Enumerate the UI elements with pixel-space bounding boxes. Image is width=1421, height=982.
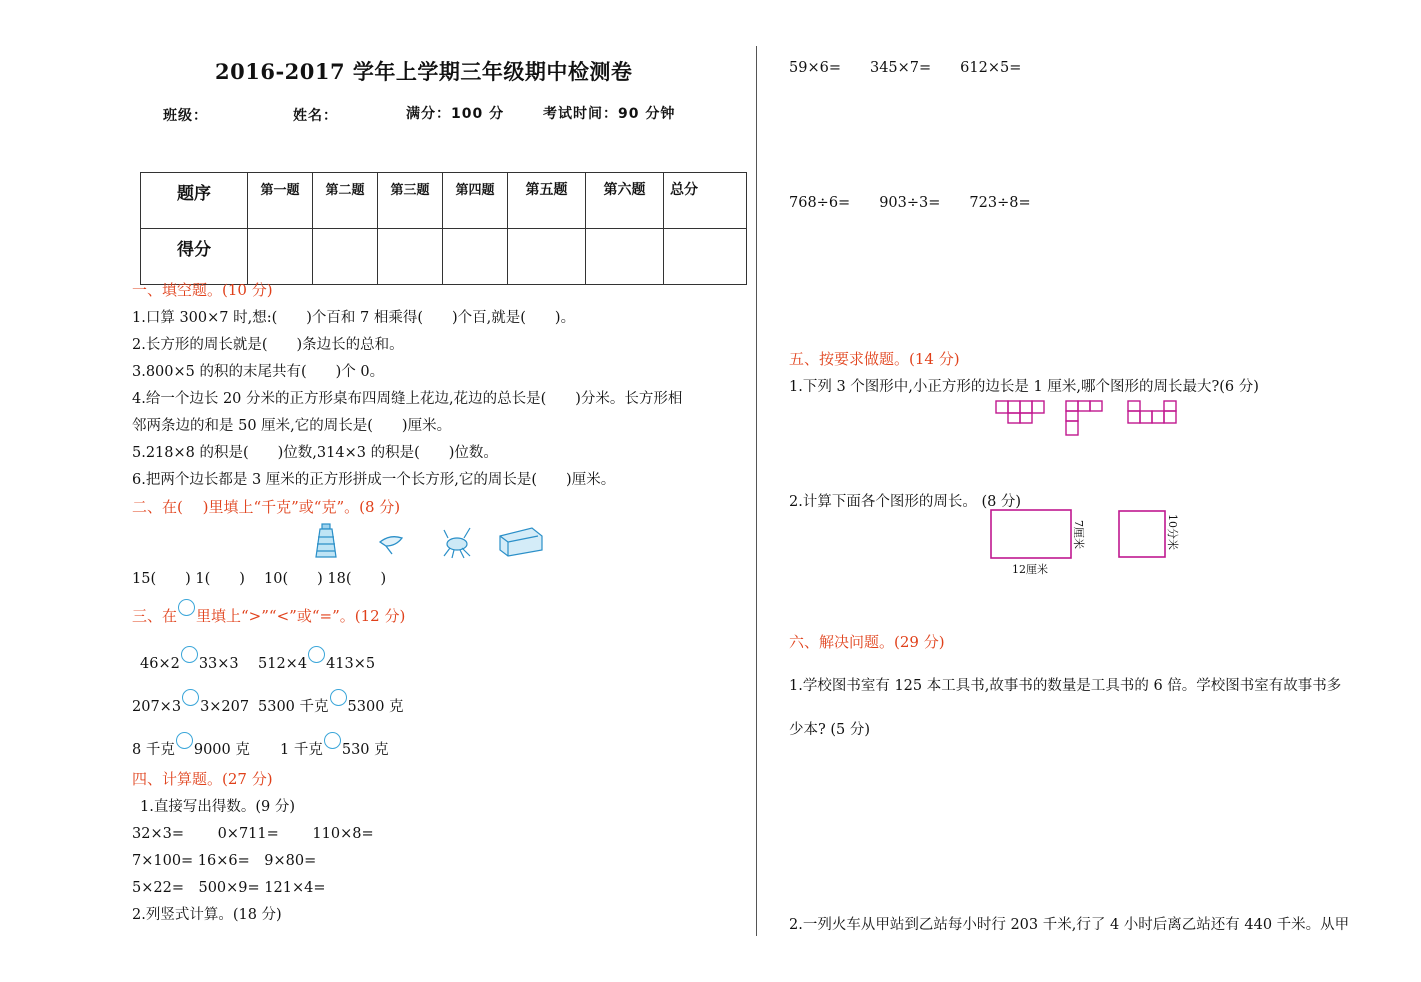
table-cell: 第六题 [586,173,664,229]
s1-q4a: 4.给一个边长 20 分米的正方形桌布四周缝上花边,花边的总长是( )分米。长方形相 [132,391,683,407]
calc-row1: 59×6= 345×7= 612×5= [789,60,1022,76]
score-table [140,172,747,285]
section1-title: 一、填空题。(10 分) [132,281,273,299]
score-cell [443,229,508,285]
table-cell: 第一题 [248,173,313,229]
compare-left: 207×3 [132,699,182,715]
s1-q4b: 邻两条边的和是 50 厘米,它的周长是( )厘米。 [132,418,452,434]
sofa-icon [500,528,542,556]
compare-circle[interactable] [308,646,325,663]
s3-title-a: 三、在 [132,607,178,625]
compare-circle[interactable] [182,689,199,706]
table-cell: 第四题 [443,173,508,229]
grasshopper-icon [444,528,470,558]
s4-line2: 7×100= 16×6= 9×80= [132,853,317,869]
full-score: 满分：100 分 [406,106,505,122]
rect-width-label: 12厘米 [1012,563,1048,576]
compare-circle[interactable] [324,732,341,749]
grid-shapes-figure [992,397,1182,439]
table-cell: 总分 [664,173,747,229]
s2-answers: 15( ) 1( ) 10( ) 18( ) [132,571,387,587]
compare-circle[interactable] [330,689,347,706]
s3-row2-b [258,689,404,716]
square-figure [1119,511,1165,557]
s3-row3-b [280,732,389,759]
table-row [141,173,747,229]
score-cell [378,229,443,285]
compare-left: 5300 千克 [258,699,329,715]
table-cell: 得分 [141,229,248,285]
s5-q1: 1.下列 3 个图形中,小正方形的边长是 1 厘米,哪个图形的周长最大?(6 分) [789,379,1259,395]
compare-right: 530 克 [341,742,389,758]
s1-q3: 3.800×5 的积的末尾共有( )个 0。 [132,364,385,380]
bottle-icon [316,524,336,557]
compare-right: 33×3 [198,656,239,672]
leaf-icon [380,537,402,554]
compare-circle[interactable] [176,732,193,749]
compare-right: 9000 克 [193,742,250,758]
name-label: 姓名： [293,108,338,124]
calc-row2: 768÷6= 903÷3= 723÷8= [789,195,1031,211]
table-cell: 第五题 [508,173,586,229]
s3-title-b: 里填上“>”“<”或“=”。(12 分) [196,607,406,625]
compare-left: 512×4 [258,656,308,672]
square-side-label: 10分米 [1166,514,1179,550]
s1-q2: 2.长方形的周长就是( )条边长的总和。 [132,337,404,353]
table-cell: 第二题 [313,173,378,229]
shape-2 [1066,401,1102,435]
compare-left: 46×2 [140,656,180,672]
s4-line3: 5×22= 500×9= 121×4= [132,880,326,896]
s6-q1a: 1.学校图书室有 125 本工具书,故事书的数量是工具书的 6 倍。学校图书室有故事书多 [789,678,1342,694]
s1-q5: 5.218×8 的积是( )位数,314×3 的积是( )位数。 [132,445,498,461]
table-cell: 第三题 [378,173,443,229]
compare-right: 3×207 [200,699,250,715]
score-cell [313,229,378,285]
score-cell [586,229,664,285]
score-cell [664,229,747,285]
rectangle-figure [991,510,1071,558]
section3-title [132,599,405,626]
score-cell [248,229,313,285]
page-title: 2016-2017 学年上学期三年级期中检测卷 [215,59,633,84]
shape-1 [996,401,1044,423]
compare-left: 1 千克 [280,742,323,758]
s1-q6: 6.把两个边长都是 3 厘米的正方形拼成一个长方形,它的周长是( )厘米。 [132,472,616,488]
s6-q2: 2.一列火车从甲站到乙站每小时行 203 千米,行了 4 小时后离乙站还有 440 千米。从甲 [789,917,1350,933]
compare-right: 413×5 [326,656,376,672]
s5-q2: 2.计算下面各个图形的周长。 (8 分) [789,494,1022,510]
s4-sub1: 1.直接写出得数。(9 分) [140,799,295,815]
column-divider [756,46,757,936]
circle-icon [178,599,195,616]
compare-left: 8 千克 [132,742,175,758]
s3-row1-b [258,646,375,672]
perimeter-figures [985,506,1195,578]
s1-q1: 1.口算 300×7 时,想:( )个百和 7 相乘得( )个百,就是( )。 [132,310,576,326]
section4-title: 四、计算题。(27 分) [132,770,273,788]
compare-right: 5300 克 [347,699,404,715]
s3-row2-a [132,689,249,715]
rect-height-label: 7厘米 [1072,520,1085,549]
section2-title: 二、在( )里填上“千克”或“克”。(8 分) [132,498,401,516]
s3-row1-a [140,646,239,672]
table-row [141,229,747,285]
class-label: 班级： [163,108,208,124]
table-cell: 题序 [141,173,248,229]
exam-time: 考试时间：90 分钟 [543,106,676,122]
section6-title: 六、解决问题。(29 分) [789,633,945,651]
section5-title: 五、按要求做题。(14 分) [789,350,960,368]
compare-circle[interactable] [181,646,198,663]
shape-3 [1128,401,1176,423]
s6-q1b: 少本? (5 分) [789,722,871,738]
score-cell [508,229,586,285]
weights-illustration [312,522,548,562]
s4-sub2: 2.列竖式计算。(18 分) [132,907,282,923]
s4-line1: 32×3= 0×711= 110×8= [132,826,374,842]
s3-row3-a [132,732,250,759]
